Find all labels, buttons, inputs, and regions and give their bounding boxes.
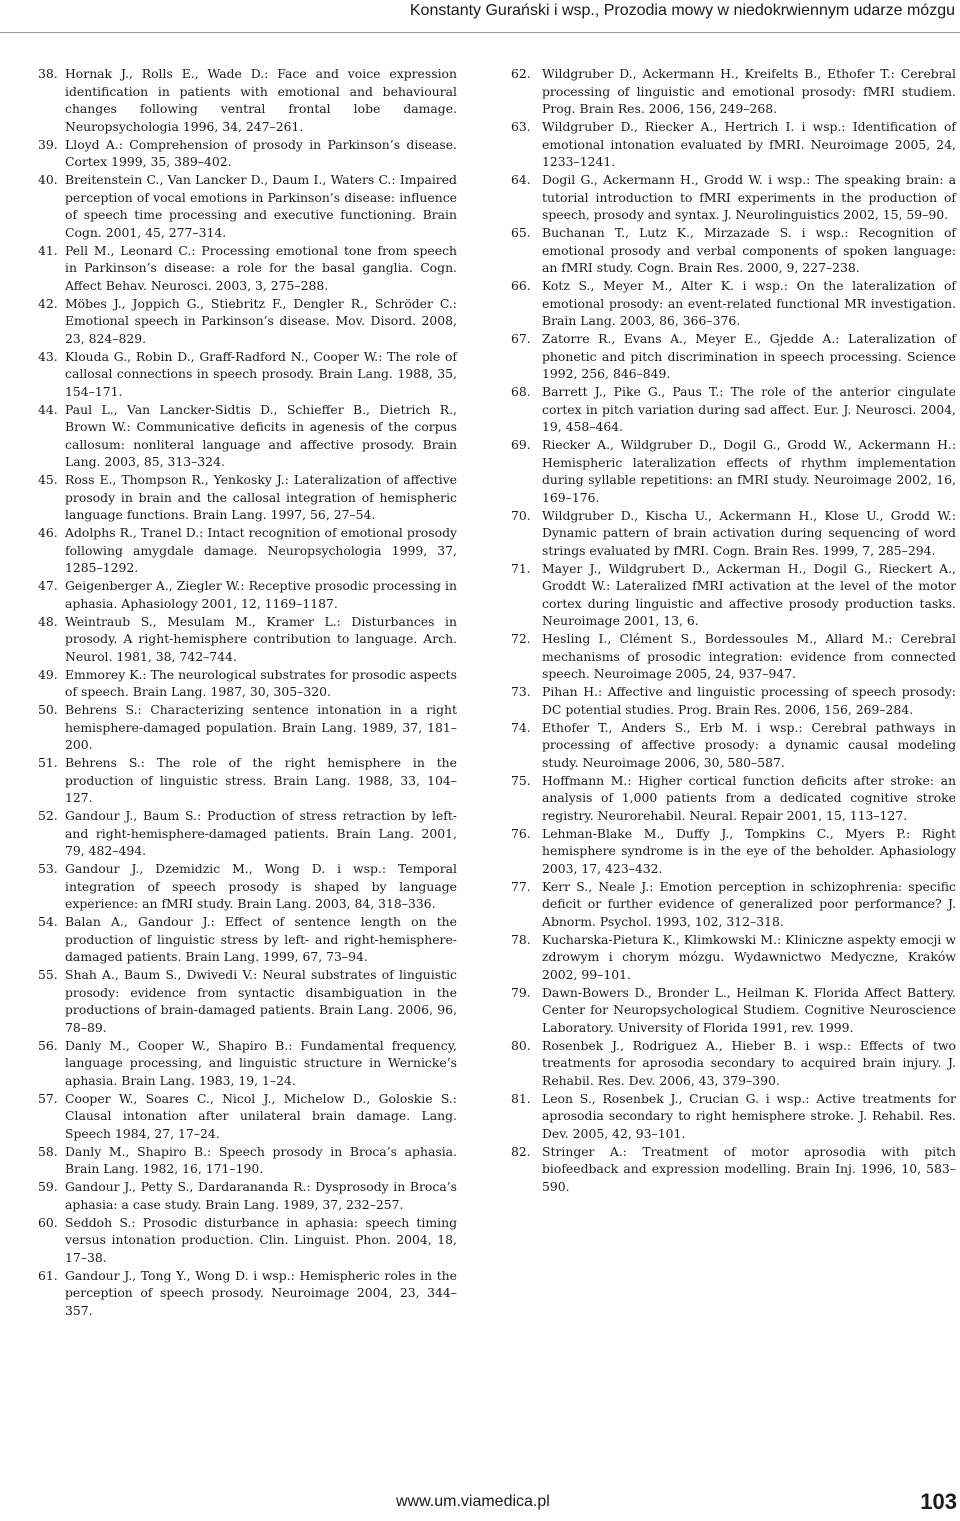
reference-item xyxy=(511,224,956,277)
reference-item xyxy=(38,754,457,807)
reference-number: 62. xyxy=(511,66,531,81)
reference-item xyxy=(511,878,956,931)
reference-number: 45. xyxy=(38,472,58,487)
reference-item xyxy=(38,401,457,471)
reference-text: Hornak J., Rolls E., Wade D.: Face and voice expression identification in patients with emotional and behavioural changes following ventral frontal lobe damage. Neuropsychologia 1996, 34, 247–261. xyxy=(65,66,457,134)
reference-text: Ross E., Thompson R., Yenkosky J.: Lateralization of affective prosody in brain and the callosal integration of hemispheric language functions. Brain Lang. 1997, 56, 27–54. xyxy=(65,472,457,522)
reference-item xyxy=(511,118,956,171)
reference-text: Gandour J., Petty S., Dardarananda R.: Dysprosody in Broca’s aphasia: a case study. Brain Lang. 1989, 37, 232–257. xyxy=(65,1179,457,1212)
reference-text: Emmorey K.: The neurological substrates for prosodic aspects of speech. Brain Lang. 1987, 30, 305–320. xyxy=(65,666,457,699)
reference-number: 44. xyxy=(38,401,58,417)
reference-text: Rosenbek J., Rodriguez A., Hieber B. i wsp.: Effects of two treatments for aprosodia secondary to acquired brain injury. J. Rehabil. Res. Dev. 2006, 43, 379–390. xyxy=(542,1037,956,1088)
reference-item xyxy=(38,701,457,754)
reference-number: 50. xyxy=(38,702,58,717)
reference-text: Danly M., Shapiro B.: Speech prosody in Broca’s aphasia. Brain Lang. 1982, 16, 171–190. xyxy=(65,1143,457,1176)
reference-number: 67. xyxy=(511,331,531,346)
reference-number: 75. xyxy=(511,772,531,788)
reference-number: 74. xyxy=(511,719,531,735)
references-right-column xyxy=(511,65,956,1196)
reference-text: Seddoh S.: Prosodic disturbance in aphasia: speech timing versus intonation production. Clin. Linguist. Phon. 2004, 18, 17–38. xyxy=(65,1214,457,1265)
reference-list-left xyxy=(38,65,457,1319)
reference-text: Behrens S.: The role of the right hemisphere in the production of linguistic stress. Brain Lang. 1988, 33, 104–127. xyxy=(65,755,457,805)
reference-text: Stringer A.: Treatment of motor aprosodia with pitch biofeedback and expression modelling. Brain Inj. 1996, 10, 583–590. xyxy=(542,1143,956,1194)
reference-item xyxy=(511,772,956,825)
reference-text: Paul L., Van Lancker-Sidtis D., Schieffer B., Dietrich R., Brown W.: Communicative deficits in agenesis of the corpus callosum: nonliteral language and affective prosody. Brain Lang. 2003, 85, 313–324. xyxy=(65,401,457,469)
reference-number: 71. xyxy=(511,560,531,576)
reference-text: Wildgruber D., Ackermann H., Kreifelts B., Ethofer T.: Cerebral processing of linguistic and emotional prosody: fMRI studiem. Prog. Brain Res. 2006, 156, 249–268. xyxy=(542,66,956,116)
reference-number: 70. xyxy=(511,507,531,523)
reference-number: 57. xyxy=(38,1090,58,1106)
reference-number: 59. xyxy=(38,1179,58,1194)
reference-text: Klouda G., Robin D., Graff-Radford N., Cooper W.: The role of callosal connections in speech prosody. Brain Lang. 1988, 35, 154–171. xyxy=(65,348,457,399)
reference-text: Geigenberger A., Ziegler W.: Receptive prosodic processing in aphasia. Aphasiology 2001, 12, 1169–1187. xyxy=(65,578,457,611)
reference-text: Balan A., Gandour J.: Effect of sentence length on the production of linguistic stress by left- and right-hemisphere-damaged patients. Brain Lang. 1999, 67, 73–94. xyxy=(65,914,457,964)
reference-number: 80. xyxy=(511,1037,531,1053)
reference-text: Hesling I., Clément S., Bordessoules M., Allard M.: Cerebral mechanisms of prosodic integration: evidence from connected speech. Neuroimage 2005, 24, 937–947. xyxy=(542,631,956,681)
reference-number: 78. xyxy=(511,931,531,947)
reference-number: 42. xyxy=(38,295,58,311)
reference-item xyxy=(38,1267,457,1320)
reference-text: Breitenstein C., Van Lancker D., Daum I., Waters C.: Impaired perception of vocal emotions in Parkinson’s disease: influence of speech time processing and executive functioning. Brain Cogn. 2001, 45, 277–314. xyxy=(65,172,457,240)
reference-item xyxy=(511,330,956,383)
reference-number: 49. xyxy=(38,666,58,682)
reference-item xyxy=(511,984,956,1037)
reference-text: Kucharska-Pietura K., Klimkowski M.: Kliniczne aspekty emocji w zdrowym i chorym mózgu. Wydawnictwo Medyczne, Kraków 2002, 99–101. xyxy=(542,931,956,982)
reference-text: Cooper W., Soares C., Nicol J., Michelow D., Goloskie S.: Clausal intonation after unilateral brain damage. Lang. Speech 1984, 27, 17–24. xyxy=(65,1090,457,1141)
reference-item xyxy=(38,524,457,577)
reference-number: 53. xyxy=(38,861,58,876)
reference-text: Shah A., Baum S., Dwivedi V.: Neural substrates of linguistic prosody: evidence from syntactic disambiguation in the productions of brain-damaged patients. Brain Lang. 2006, 96, 78–89. xyxy=(65,967,457,1035)
reference-number: 40. xyxy=(38,172,58,187)
running-header xyxy=(0,0,960,33)
reference-number: 54. xyxy=(38,914,58,929)
reference-number: 47. xyxy=(38,578,58,593)
reference-text: Buchanan T., Lutz K., Mirzazade S. i wsp.: Recognition of emotional prosody and verbal components of spoken language: an fMRI study. Cogn. Brain Res. 2000, 9, 227–238. xyxy=(542,225,956,275)
reference-item xyxy=(38,471,457,524)
reference-number: 82. xyxy=(511,1143,531,1159)
reference-number: 65. xyxy=(511,225,531,240)
reference-item xyxy=(38,807,457,860)
reference-text: Pihan H.: Affective and linguistic processing of speech prosody: DC potential studies. Prog. Brain Res. 2006, 156, 269–284. xyxy=(542,684,956,717)
reference-item xyxy=(511,560,956,630)
reference-number: 76. xyxy=(511,825,531,841)
reference-item xyxy=(38,1178,457,1213)
reference-item xyxy=(511,1143,956,1196)
running-title: Konstanty Gurański i wsp., Prozodia mowy w niedokrwiennym udarze mózgu xyxy=(409,2,955,19)
references-left-column xyxy=(38,65,457,1320)
reference-number: 64. xyxy=(511,172,531,187)
reference-text: Gandour J., Tong Y., Wong D. i wsp.: Hemispheric roles in the perception of speech prosody. Neuroimage 2004, 23, 344–357. xyxy=(65,1267,457,1318)
reference-text: Dogil G., Ackermann H., Grodd W. i wsp.: The speaking brain: a tutorial introduction to fMRI experiments in the production of speech, prosody and syntax. J. Neurolinguistics 2002, 15, 59–90. xyxy=(542,172,956,222)
reference-text: Zatorre R., Evans A., Meyer E., Gjedde A.: Lateralization of phonetic and pitch discrimination in speech processing. Science 1992, 256, 846–849. xyxy=(542,331,956,381)
reference-text: Dawn-Bowers D., Bronder L., Heilman K. Florida Affect Battery. Center for Neuropsychological Studiem. Cognitive Neuroscience Laboratory. University of Florida 1991, rev. 1999. xyxy=(542,984,956,1035)
reference-number: 58. xyxy=(38,1143,58,1159)
reference-text: Riecker A., Wildgruber D., Dogil G., Grodd W., Ackermann H.: Hemispheric lateralization effects of rhythm implementation during syllable repetitions: an fMRI study. Neuroimage 2002, 16, 169–176. xyxy=(542,437,956,505)
page-number: 103 xyxy=(920,1489,957,1514)
reference-number: 73. xyxy=(511,684,531,699)
reference-text: Ethofer T., Anders S., Erb M. i wsp.: Cerebral pathways in processing of affective prosody: a dynamic causal modeling study. Neuroimage 2006, 30, 580–587. xyxy=(542,719,956,770)
reference-item xyxy=(38,136,457,171)
reference-number: 68. xyxy=(511,384,531,399)
reference-text: Wildgruber D., Riecker A., Hertrich I. i wsp.: Identification of emotional intonation evaluated by fMRI. Neuroimage 2005, 24, 1233–1241. xyxy=(542,119,956,169)
reference-item xyxy=(38,613,457,666)
reference-number: 52. xyxy=(38,808,58,823)
reference-text: Lehman-Blake M., Duffy J., Tompkins C., Myers P.: Right hemisphere syndrome is in the eye of the beholder. Aphasiology 2003, 17, 423–432. xyxy=(542,825,956,876)
reference-number: 39. xyxy=(38,136,58,152)
reference-number: 46. xyxy=(38,525,58,540)
reference-text: Behrens S.: Characterizing sentence intonation in a right hemisphere-damaged population. Brain Lang. 1989, 37, 181–200. xyxy=(65,702,457,752)
reference-text: Leon S., Rosenbek J., Crucian G. i wsp.: Active treatments for aprosodia secondary to right hemisphere stroke. J. Rehabil. Res. Dev. 2005, 42, 93–101. xyxy=(542,1090,956,1141)
reference-text: Pell M., Leonard C.: Processing emotional tone from speech in Parkinson’s disease: a role for the basal ganglia. Cogn. Affect Behav. Neurosci. 2003, 3, 275–288. xyxy=(65,242,457,293)
reference-text: Kotz S., Meyer M., Alter K. i wsp.: On the lateralization of emotional prosody: an event-related functional MR investigation. Brain Lang. 2003, 86, 366–376. xyxy=(542,278,956,328)
reference-item xyxy=(38,65,457,135)
reference-item xyxy=(38,348,457,401)
reference-item xyxy=(511,383,956,436)
reference-item xyxy=(511,630,956,683)
reference-item xyxy=(511,65,956,118)
reference-item xyxy=(38,1037,457,1090)
reference-number: 56. xyxy=(38,1037,58,1053)
reference-item xyxy=(511,825,956,878)
reference-text: Weintraub S., Mesulam M., Kramer L.: Disturbances in prosody. A right-hemisphere contribution to language. Arch. Neurol. 1981, 38, 742–744. xyxy=(65,613,457,664)
reference-text: Mayer J., Wildgrubert D., Ackerman H., Dogil G., Rieckert A., Groddt W.: Lateralized fMRI activation at the level of the motor cortex during linguistic and affective prosody production tasks. Neuroimage 2001, 13, 6. xyxy=(542,560,956,628)
reference-item xyxy=(38,242,457,295)
reference-number: 48. xyxy=(38,613,58,629)
reference-item xyxy=(511,719,956,772)
reference-item xyxy=(38,666,457,701)
reference-item xyxy=(38,966,457,1036)
reference-text: Gandour J., Dzemidzic M., Wong D. i wsp.: Temporal integration of speech prosody is shaped by language experience: an fMRI study. Brain Lang. 2003, 84, 318–336. xyxy=(65,861,457,911)
reference-number: 79. xyxy=(511,984,531,1000)
reference-item xyxy=(511,1037,956,1090)
reference-item xyxy=(38,1214,457,1267)
reference-item xyxy=(38,577,457,612)
reference-item xyxy=(38,171,457,241)
reference-number: 55. xyxy=(38,967,58,982)
reference-number: 61. xyxy=(38,1267,58,1283)
reference-number: 81. xyxy=(511,1090,531,1106)
reference-number: 51. xyxy=(38,755,58,770)
reference-number: 63. xyxy=(511,119,531,134)
reference-item xyxy=(511,436,956,506)
reference-item xyxy=(511,277,956,330)
reference-number: 38. xyxy=(38,66,58,81)
journal-url[interactable]: www.um.viamedica.pl xyxy=(396,1493,550,1510)
reference-item xyxy=(38,860,457,913)
reference-number: 72. xyxy=(511,631,531,646)
reference-item xyxy=(38,1143,457,1178)
reference-item xyxy=(38,1090,457,1143)
reference-item xyxy=(38,295,457,348)
reference-number: 43. xyxy=(38,348,58,364)
reference-item xyxy=(511,171,956,224)
reference-list-right xyxy=(511,65,956,1195)
reference-number: 60. xyxy=(38,1214,58,1230)
reference-text: Gandour J., Baum S.: Production of stress retraction by left- and right-hemisphere-damaged patients. Brain Lang. 2001, 79, 482–494. xyxy=(65,808,457,858)
reference-item xyxy=(511,931,956,984)
reference-text: Kerr S., Neale J.: Emotion perception in schizophrenia: specific deficit or further evidence of generalized poor performance? J. Abnorm. Psychol. 1993, 102, 312–318. xyxy=(542,878,956,929)
reference-item xyxy=(38,913,457,966)
reference-text: Hoffmann M.: Higher cortical function deficits after stroke: an analysis of 1,000 patients from a dedicated cognitive stroke registry. Neurorehabil. Neural. Repair 2001, 15, 113–127. xyxy=(542,772,956,823)
reference-text: Danly M., Cooper W., Shapiro B.: Fundamental frequency, language processing, and linguistic structure in Wernicke’s aphasia. Brain Lang. 1983, 19, 1–24. xyxy=(65,1037,457,1088)
reference-item xyxy=(511,683,956,718)
reference-item xyxy=(511,507,956,560)
reference-number: 77. xyxy=(511,878,531,894)
reference-text: Wildgruber D., Kischa U., Ackermann H., Klose U., Grodd W.: Dynamic pattern of brain activation during sequencing of word strings evaluated by fMRI. Cogn. Brain Res. 1999, 7, 285–294. xyxy=(542,507,956,558)
reference-number: 41. xyxy=(38,242,58,258)
reference-text: Barrett J., Pike G., Paus T.: The role of the anterior cingulate cortex in pitch variation during sad affect. Eur. J. Neurosci. 2004, 19, 458–464. xyxy=(542,384,956,434)
reference-text: Möbes J., Joppich G., Stiebritz F., Dengler R., Schröder C.: Emotional speech in Parkinson’s disease. Mov. Disord. 2008, 23, 824–829. xyxy=(65,295,457,346)
reference-text: Lloyd A.: Comprehension of prosody in Parkinson’s disease. Cortex 1999, 35, 389–402. xyxy=(65,136,457,169)
reference-number: 69. xyxy=(511,437,531,452)
reference-text: Adolphs R., Tranel D.: Intact recognition of emotional prosody following amygdale damage. Neuropsychologia 1999, 37, 1285–1292. xyxy=(65,525,457,575)
reference-item xyxy=(511,1090,956,1143)
reference-number: 66. xyxy=(511,278,531,293)
